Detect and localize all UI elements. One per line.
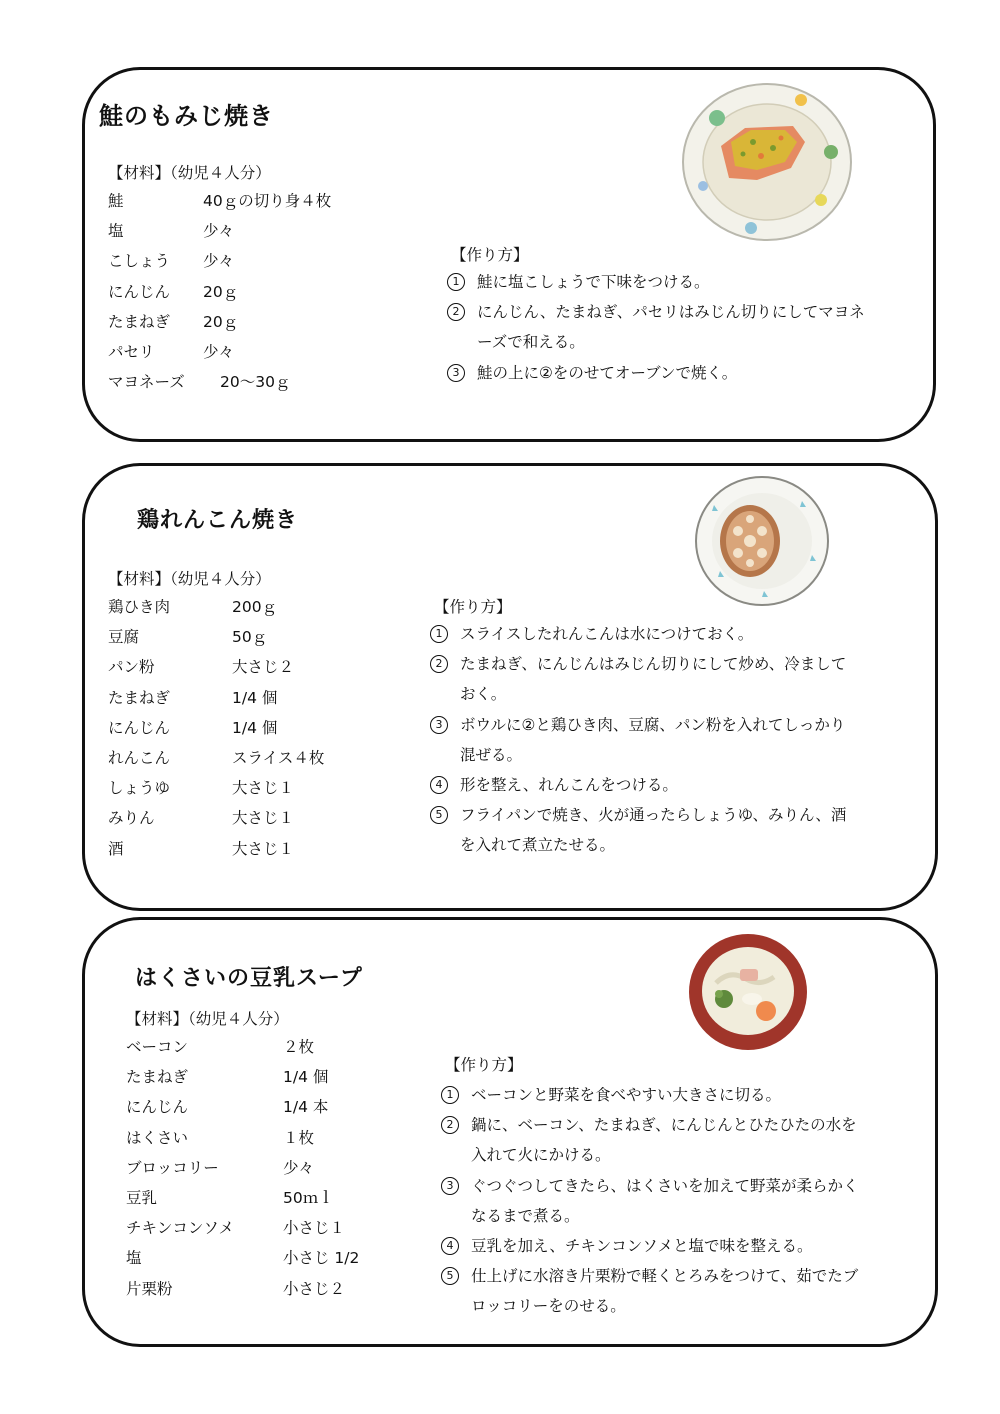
step-text: 鮭に塩こしょうで下味をつける。: [477, 273, 710, 291]
ingredient-amount: 1/4 個: [232, 688, 278, 707]
ingredient-list: [108, 186, 388, 397]
ingredient-name: 鮭: [108, 192, 124, 210]
ingredient-amount: 小さじ２: [283, 1279, 346, 1298]
ingredient-name: にんじん: [108, 282, 171, 301]
step-item: [430, 619, 850, 649]
ingredient-name: れんこん: [108, 748, 171, 767]
ingredient-name: みりん: [108, 809, 155, 828]
ingredient-name: マヨネーズ: [108, 373, 185, 392]
ingredient-row: [108, 307, 388, 337]
steps-list: [430, 619, 850, 861]
ingredient-amount: 50ｇ: [232, 628, 268, 647]
ingredient-row: [108, 622, 388, 652]
recipe-title: 鶏れんこん焼き: [137, 508, 299, 533]
ingredient-row: [108, 186, 388, 216]
ingredient-row: [108, 713, 388, 743]
ingredient-row: [108, 277, 388, 307]
step-item: [441, 1171, 861, 1231]
ingredient-name: たまねぎ: [108, 312, 171, 331]
ingredient-amount: スライス４枚: [232, 748, 325, 767]
ingredient-row: [108, 337, 388, 367]
ingredient-list: [108, 592, 388, 864]
step-text: ぐつぐつしてきたら、はくさいを加えて野菜が柔らかくなるまで煮る。: [471, 1176, 859, 1225]
steps-header: 【作り方】: [434, 598, 512, 616]
step-text: スライスしたれんこんは水につけておく。: [460, 625, 754, 643]
ingredients-header: 【材料】（幼児４人分）: [108, 164, 271, 182]
step-number: 5: [430, 806, 448, 824]
ingredient-name: にんじん: [108, 718, 171, 737]
ingredient-row: [126, 1243, 406, 1273]
ingredient-name: 豆腐: [108, 628, 140, 647]
ingredient-amount: 20～30ｇ: [220, 373, 291, 392]
step-number: 2: [441, 1116, 459, 1134]
ingredient-row: [126, 1032, 406, 1062]
ingredient-row: [108, 367, 388, 397]
ingredient-amount: 20ｇ: [203, 312, 239, 331]
step-item: [441, 1110, 861, 1170]
step-number: 3: [430, 716, 448, 734]
step-number: 1: [441, 1086, 459, 1104]
ingredient-row: [126, 1123, 406, 1153]
step-text: にんじん、たまねぎ、パセリはみじん切りにしてマヨネーズで和える。: [477, 303, 865, 352]
ingredient-row: [126, 1183, 406, 1213]
ingredient-name: にんじん: [126, 1098, 189, 1117]
steps-list: [447, 267, 867, 388]
ingredient-name: パン粉: [108, 658, 155, 677]
ingredient-amount: 20ｇ: [203, 282, 239, 301]
ingredient-name: 豆乳: [126, 1188, 158, 1207]
ingredient-name: たまねぎ: [108, 688, 171, 707]
step-item: [441, 1080, 861, 1110]
step-number: 4: [430, 776, 448, 794]
step-number: 3: [441, 1177, 459, 1195]
step-text: 豆乳を加え、チキンコンソメと塩で味を整える。: [471, 1237, 813, 1256]
recipe-title: はくさいの豆乳スープ: [135, 966, 363, 991]
ingredient-name: たまねぎ: [126, 1068, 189, 1087]
ingredient-amount: 少々: [283, 1158, 315, 1177]
ingredient-row: [126, 1092, 406, 1122]
ingredient-name: 酒: [108, 839, 124, 858]
step-text: ベーコンと野菜を食べやすい大きさに切る。: [471, 1086, 782, 1104]
ingredient-row: [108, 683, 388, 713]
step-text: フライパンで焼き、火が通ったらしょうゆ、みりん、酒を入れて煮立たせる。: [460, 806, 847, 855]
steps-header: 【作り方】: [451, 246, 529, 264]
ingredient-amount: 大さじ１: [232, 779, 295, 798]
ingredient-amount: 1/4 個: [283, 1068, 329, 1087]
step-item: [447, 297, 867, 357]
step-number: 1: [430, 625, 448, 643]
ingredient-amount: 40ｇの切り身４枚: [203, 192, 332, 210]
ingredient-row: [108, 743, 388, 773]
ingredient-amount: 50ｍｌ: [283, 1188, 334, 1207]
ingredient-amount: 200ｇ: [232, 598, 278, 616]
step-item: [430, 770, 850, 800]
step-number: 4: [441, 1237, 459, 1255]
ingredient-amount: 少々: [203, 252, 235, 271]
ingredient-list: [126, 1032, 406, 1304]
ingredient-name: はくさい: [126, 1128, 189, 1147]
ingredient-name: 塩: [108, 222, 124, 241]
ingredient-amount: 1/4 本: [283, 1098, 329, 1117]
ingredient-row: [108, 652, 388, 682]
soup-bowl-photo: [688, 933, 808, 1051]
recipe-title: 鮭のもみじ焼き: [99, 102, 274, 130]
ingredient-name: こしょう: [108, 252, 171, 271]
ingredient-amount: 小さじ１: [283, 1219, 346, 1238]
ingredient-row: [126, 1213, 406, 1243]
step-text: ボウルに②と鶏ひき肉、豆腐、パン粉を入れてしっかり混ぜる。: [460, 715, 846, 764]
ingredient-amount: ２枚: [283, 1038, 315, 1056]
step-number: 3: [447, 364, 465, 382]
chicken-lotus-dish-photo: [694, 475, 830, 607]
step-text: たまねぎ、にんじんはみじん切りにして炒め、冷ましておく。: [460, 655, 847, 704]
ingredient-amount: 大さじ２: [232, 658, 295, 677]
step-number: 5: [441, 1267, 459, 1285]
step-text: 鮭の上に②をのせてオーブンで焼く。: [477, 363, 738, 382]
steps-list: [441, 1080, 861, 1322]
step-number: 2: [430, 655, 448, 673]
step-number: 1: [447, 273, 465, 291]
ingredient-amount: 少々: [203, 222, 235, 241]
step-item: [430, 800, 850, 860]
step-item: [430, 649, 850, 709]
ingredient-name: チキンコンソメ: [126, 1219, 235, 1238]
ingredient-name: 塩: [126, 1249, 142, 1268]
ingredient-amount: 小さじ 1/2: [283, 1249, 360, 1268]
step-text: 仕上げに水溶き片栗粉で軽くとろみをつけて、茹でたブロッコリーをのせる。: [471, 1267, 859, 1316]
step-item: [441, 1231, 861, 1261]
ingredients-header: 【材料】（幼児４人分）: [108, 570, 271, 588]
ingredient-amount: 大さじ１: [232, 809, 295, 828]
ingredient-amount: 1/4 個: [232, 718, 278, 737]
steps-header: 【作り方】: [445, 1056, 523, 1074]
ingredient-row: [126, 1153, 406, 1183]
ingredients-header: 【材料】（幼児４人分）: [126, 1010, 289, 1028]
ingredient-name: しょうゆ: [108, 779, 171, 798]
ingredient-row: [108, 592, 388, 622]
ingredient-name: ベーコン: [126, 1038, 189, 1056]
ingredient-name: 鶏ひき肉: [108, 598, 171, 616]
ingredient-row: [108, 216, 388, 246]
ingredient-row: [108, 246, 388, 276]
step-item: [447, 358, 867, 388]
ingredient-amount: 少々: [203, 342, 235, 361]
step-text: 形を整え、れんこんをつける。: [460, 776, 678, 795]
step-text: 鍋に、ベーコン、たまねぎ、にんじんとひたひたの水を入れて火にかける。: [471, 1116, 857, 1165]
step-item: [441, 1261, 861, 1321]
ingredient-amount: 大さじ１: [232, 839, 295, 858]
ingredient-row: [108, 834, 388, 864]
ingredient-amount: １枚: [283, 1128, 315, 1147]
salmon-dish-photo: [681, 82, 853, 242]
step-item: [447, 267, 867, 297]
step-number: 2: [447, 303, 465, 321]
ingredient-row: [126, 1062, 406, 1092]
ingredient-row: [108, 773, 388, 803]
ingredient-name: パセリ: [108, 342, 155, 361]
ingredient-row: [108, 803, 388, 833]
step-item: [430, 710, 850, 770]
ingredient-name: 片栗粉: [126, 1279, 173, 1298]
ingredient-name: ブロッコリー: [126, 1158, 219, 1177]
ingredient-row: [126, 1274, 406, 1304]
